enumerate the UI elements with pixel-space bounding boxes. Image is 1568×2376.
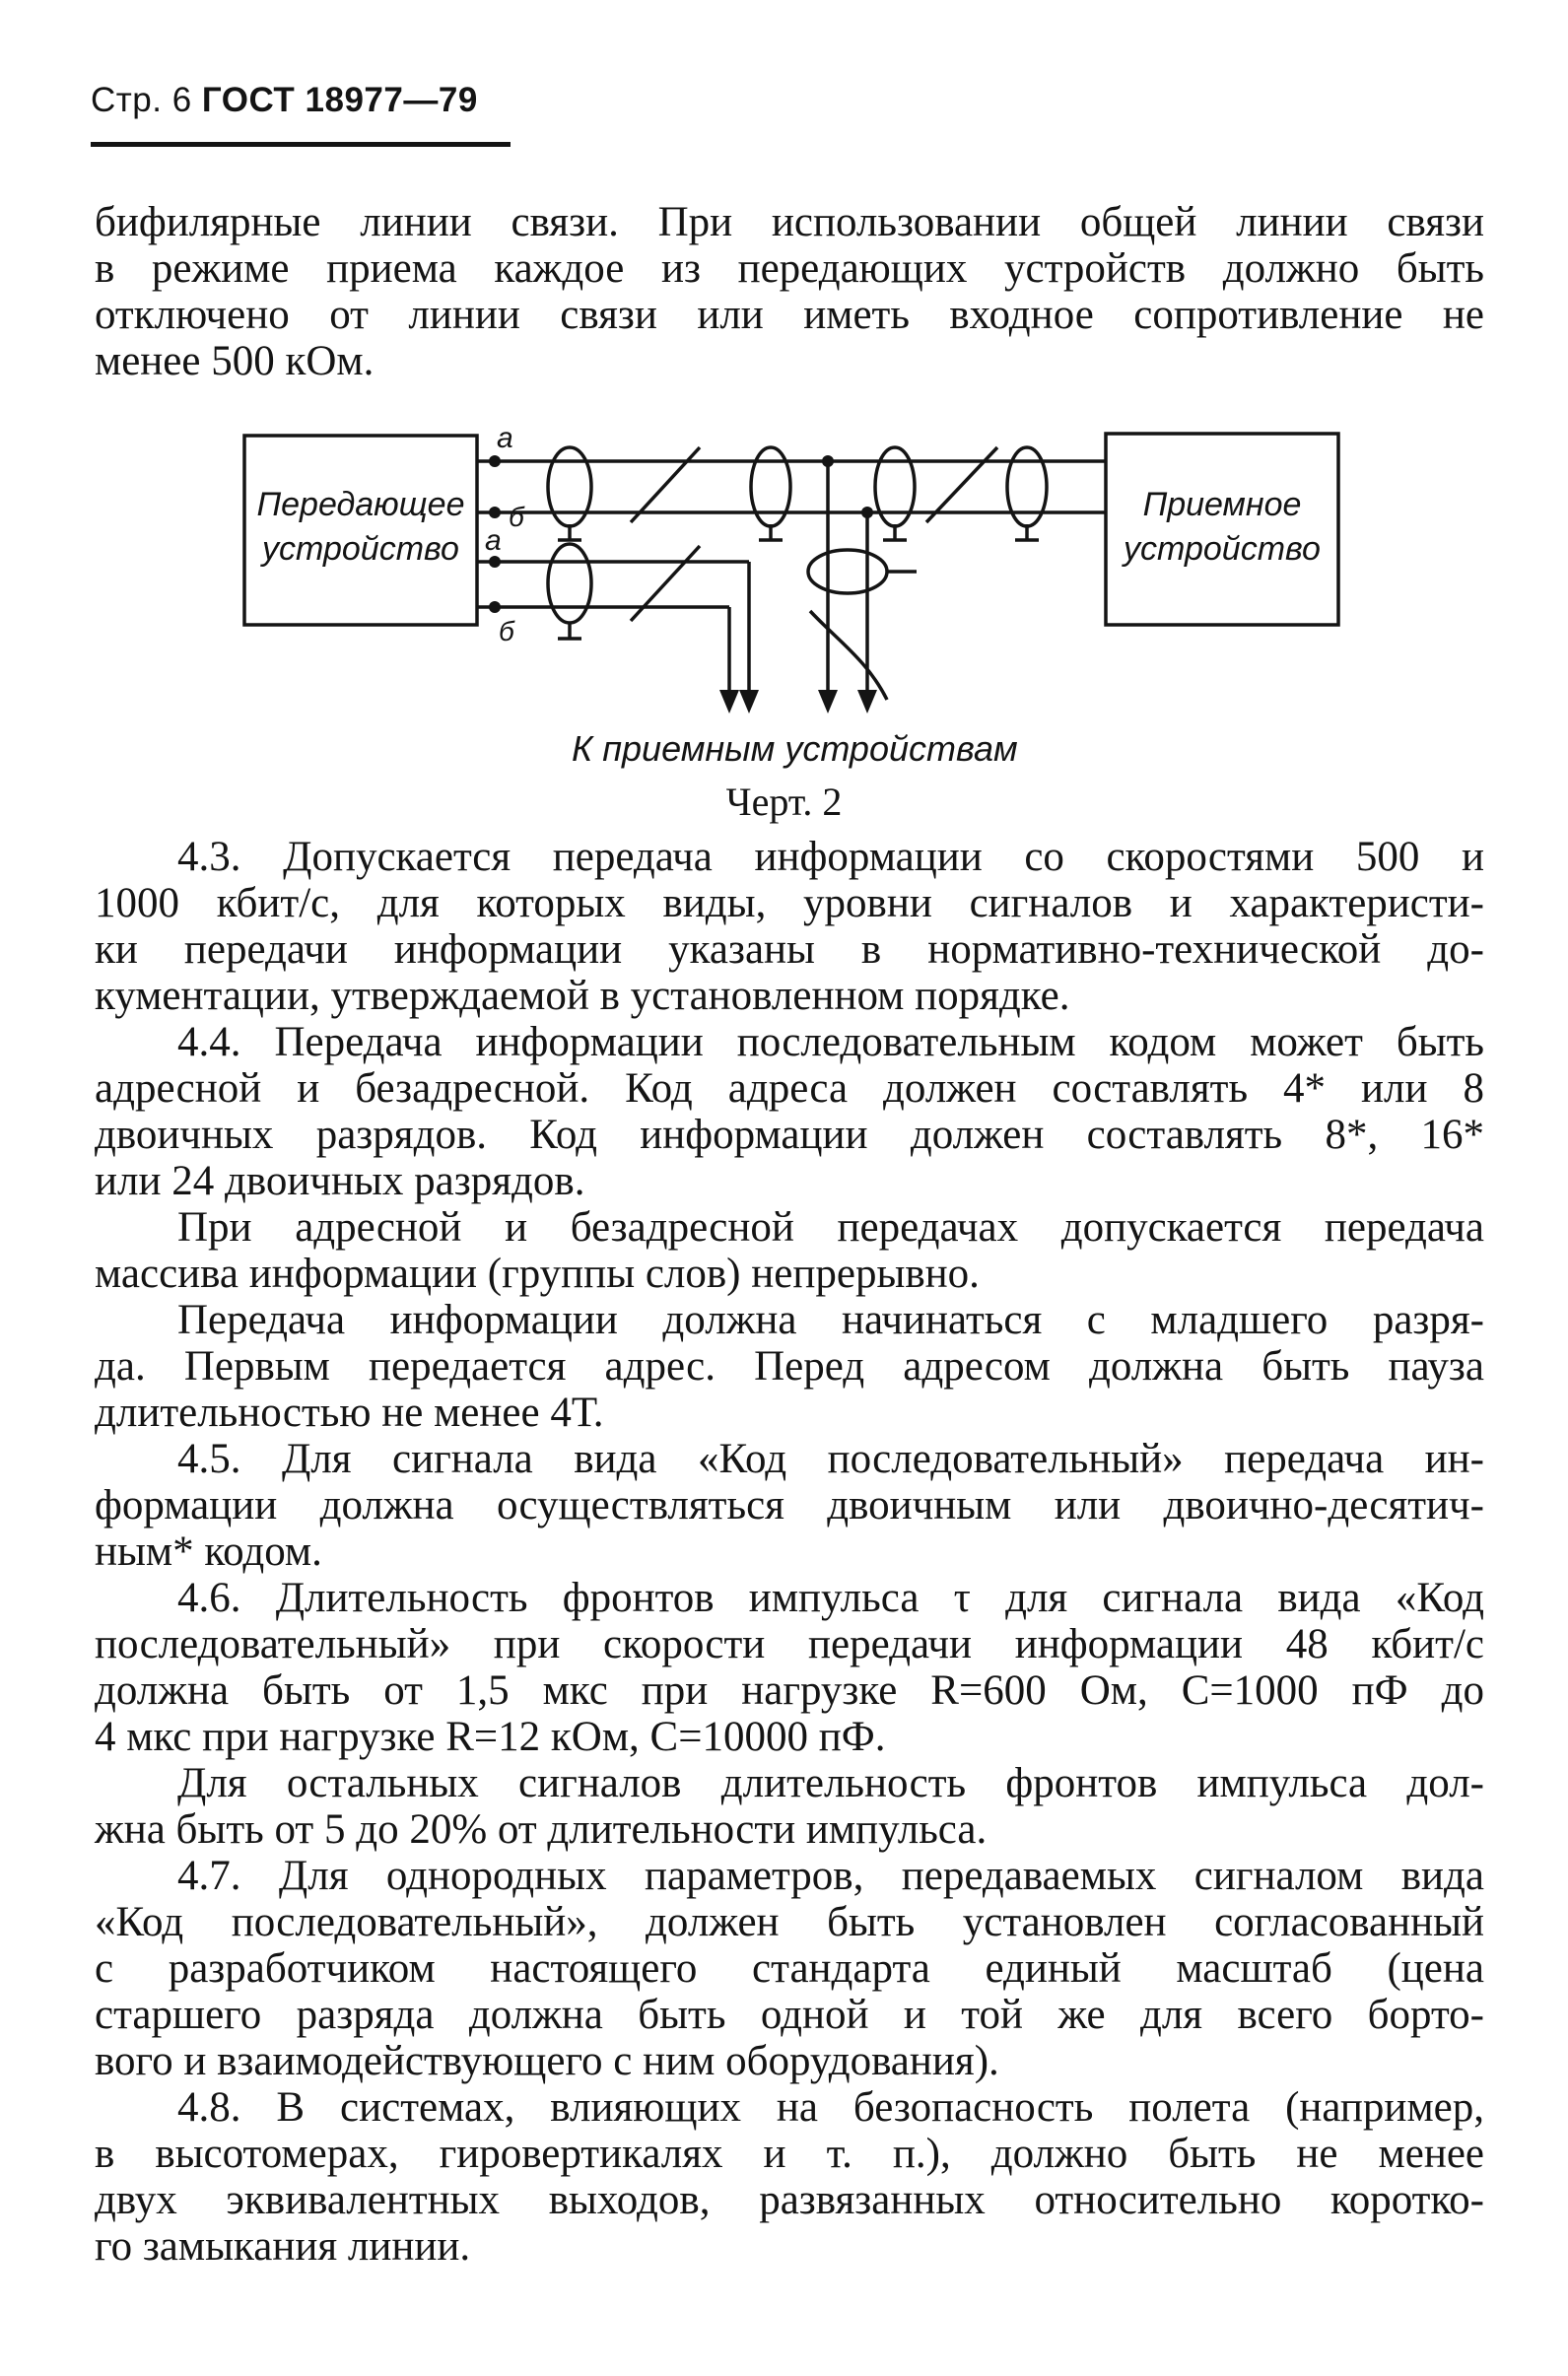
transmitter-label-line1: Передающее	[256, 486, 465, 523]
text-line: 4 мкс при нагрузке R=12 кОм, С=10000 пФ.	[95, 1714, 886, 1760]
to-receivers-label: К приемным устройствам	[572, 728, 1018, 769]
text-line: в высотомерах, гировертикалях и т. п.), должно быть не менее	[95, 2131, 1484, 2177]
text-line: с разработчиком настоящего стандарта единый масштаб (цена	[95, 1945, 1484, 1992]
text-line: формации должна осуществляться двоичным или двоично-десятич-	[95, 1482, 1484, 1528]
intro-line: бифилярные линии связи. При использовании общей линии связи	[95, 199, 1484, 245]
receiver-label-line2: устройство	[1124, 530, 1321, 568]
text-line: 4.6. Длительность фронтов импульса τ для сигнала вида «Код	[177, 1575, 1484, 1621]
text-line: 1000 кбит/с, для которых виды, уровни сигналов и характеристи-	[95, 880, 1484, 926]
text-line: адресной и безадресной. Код адреса должен составлять 4* или 8	[95, 1065, 1484, 1112]
header-rule	[91, 142, 511, 147]
text-line: двух эквивалентных выходов, развязанных относительно коротко-	[95, 2177, 1484, 2223]
body-text	[95, 834, 1484, 2270]
text-line: жна быть от 5 до 20% от длительности импульса.	[95, 1806, 988, 1853]
text-line: 4.5. Для сигнала вида «Код последовательный» передача ин-	[177, 1436, 1484, 1482]
text-line: последовательный» при скорости передачи информации 48 кбит/с	[95, 1621, 1484, 1667]
text-line: старшего разряда должна быть одной и той же для всего борто-	[95, 1992, 1484, 2038]
paragraph-4-7	[95, 1853, 1484, 2084]
receiver-label-line1: Приемное	[1142, 486, 1302, 523]
intro-line: отключено от линии связи или иметь входное сопротивление не	[95, 292, 1484, 338]
text-line: двоичных разрядов. Код информации должен составлять 8*, 16*	[95, 1112, 1484, 1158]
text-line: вого и взаимодействующего с ним оборудования).	[95, 2038, 999, 2084]
transmitter-label-line2: устройство	[262, 530, 459, 568]
text-line: 4.4. Передача информации последовательным кодом может быть	[177, 1019, 1484, 1065]
intro-line: в режиме приема каждое из передающих устройств должно быть	[95, 245, 1484, 292]
paragraph-4-3	[95, 834, 1484, 1019]
terminal-b-top: б	[509, 502, 524, 532]
text-line: Передача информации должна начинаться с младшего разря-	[177, 1297, 1484, 1343]
text-line: Для остальных сигналов длительность фронтов импульса дол-	[177, 1760, 1484, 1806]
text-line: длительностью не менее 4Т.	[95, 1390, 604, 1436]
text-line: кументации, утверждаемой в установленном порядке.	[95, 973, 1070, 1019]
connection-diagram	[237, 414, 1360, 769]
intro-line: менее 500 кОм.	[95, 338, 375, 384]
page-header	[91, 81, 478, 120]
standard-number: ГОСТ 18977—79	[201, 81, 478, 119]
text-line: ным* кодом.	[95, 1528, 322, 1575]
paragraph-other-signals	[95, 1760, 1484, 1853]
paragraph-4-5	[95, 1436, 1484, 1575]
paragraph-transfer-order	[95, 1297, 1484, 1436]
paragraph-4-8	[95, 2084, 1484, 2270]
text-line: 4.3. Допускается передача информации со скоростями 500 и	[177, 834, 1484, 880]
text-line: «Код последовательный», должен быть установлен согласованный	[95, 1899, 1484, 1945]
text-line: ки передачи информации указаны в нормативно-технической до-	[95, 926, 1484, 973]
text-line: должна быть от 1,5 мкс при нагрузке R=600 Ом, С=1000 пФ до	[95, 1667, 1484, 1714]
text-line: 4.7. Для однородных параметров, передаваемых сигналом вида	[177, 1853, 1484, 1899]
figure-caption: Черт. 2	[725, 780, 843, 824]
text-line: да. Первым передается адрес. Перед адресом должна быть пауза	[95, 1343, 1484, 1390]
terminal-a-bottom: а	[485, 524, 502, 557]
terminal-b-bottom: б	[499, 616, 514, 646]
terminal-a-top: а	[497, 422, 513, 454]
paragraph-addressed-transfer	[95, 1204, 1484, 1297]
page-number: Стр. 6	[91, 81, 192, 119]
text-line: 4.8. В системах, влияющих на безопасность полета (например,	[177, 2084, 1484, 2131]
paragraph-4-6	[95, 1575, 1484, 1760]
text-line: го замыкания линии.	[95, 2223, 471, 2270]
paragraph-4-4	[95, 1019, 1484, 1204]
text-line: При адресной и безадресной передачах допускается передача	[177, 1204, 1484, 1251]
receiver-box	[1106, 434, 1338, 625]
intro-paragraph	[95, 199, 1484, 384]
text-line: или 24 двоичных разрядов.	[95, 1158, 585, 1204]
text-line: массива информации (группы слов) непрерывно.	[95, 1251, 980, 1297]
